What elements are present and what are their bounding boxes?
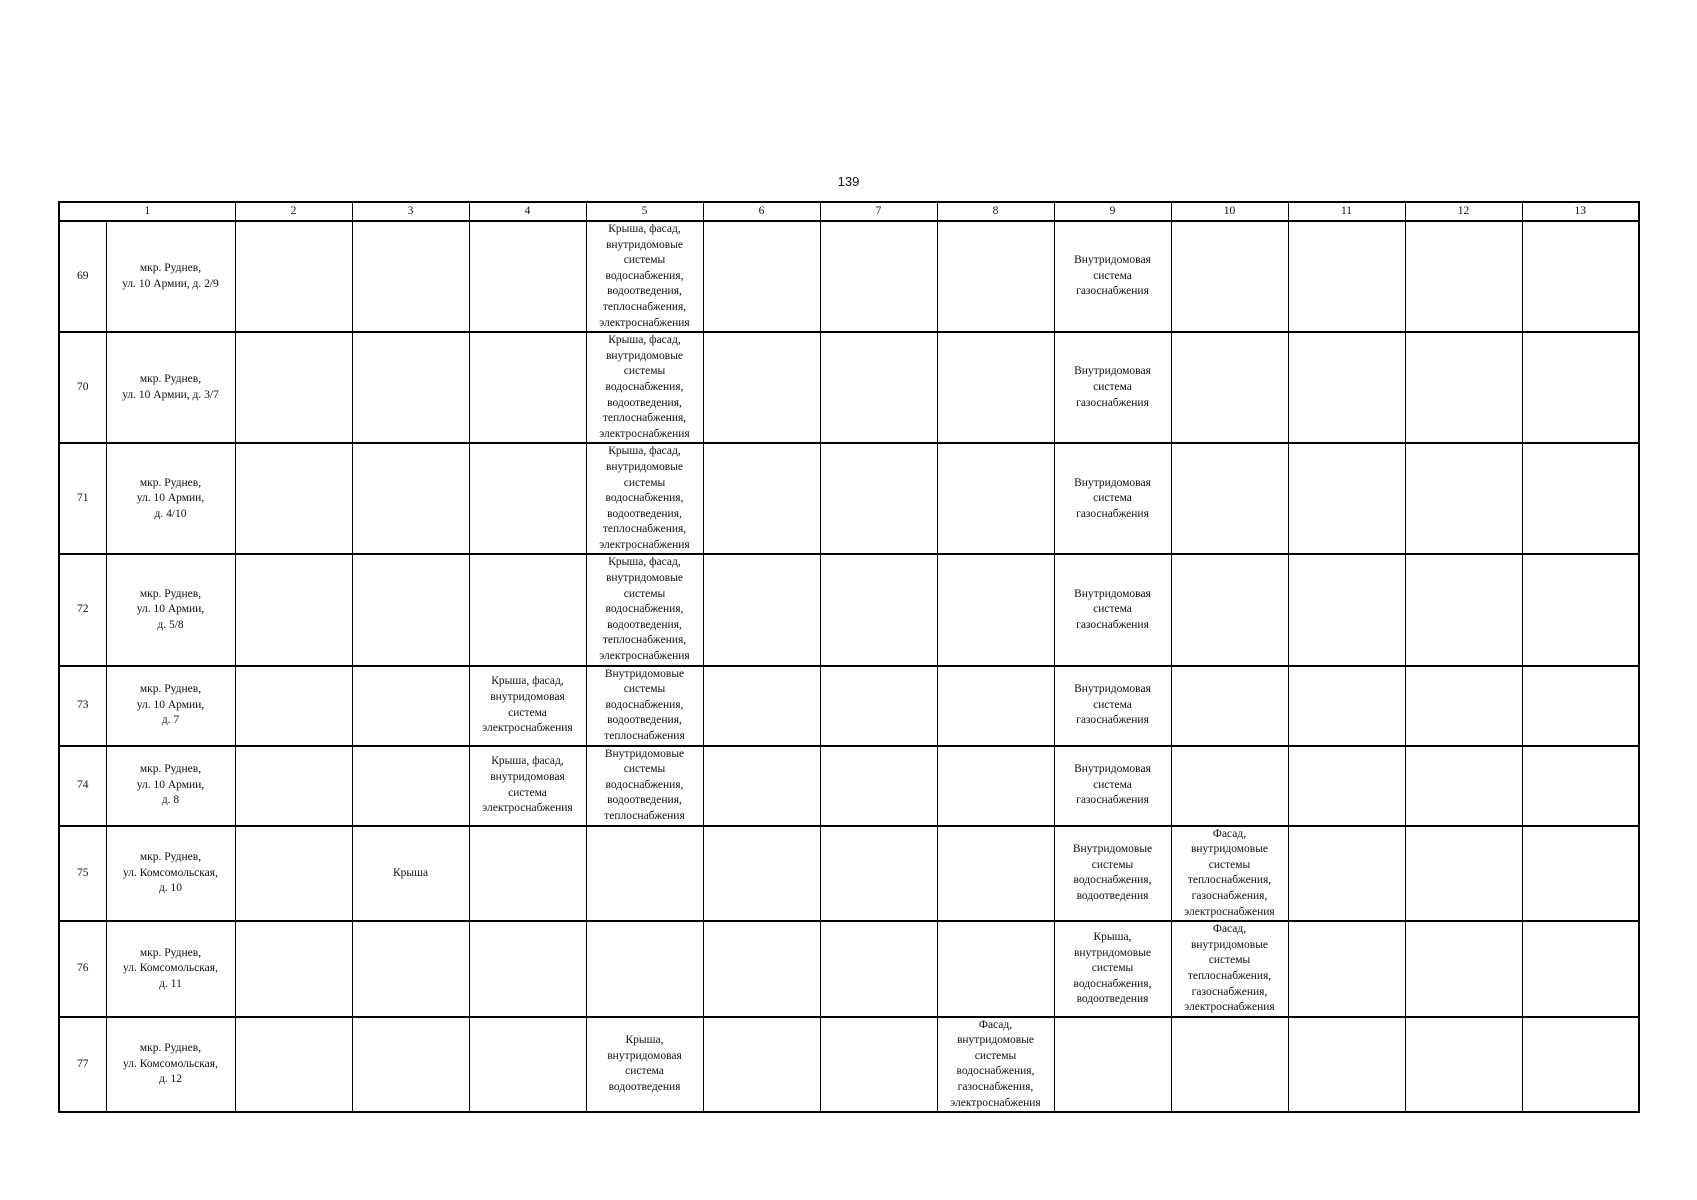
table-row	[59, 554, 1639, 665]
work-cell-c3	[352, 443, 469, 554]
work-cell-c8	[937, 826, 1054, 922]
work-cell-c9: Крыша, внутридомовые системы водоснабжения, водоотведения	[1054, 921, 1171, 1017]
column-header: 6	[703, 202, 820, 221]
work-cell-c9: Внутридомовая система газоснабжения	[1054, 221, 1171, 332]
work-cell-c12	[1405, 1017, 1522, 1113]
work-cell-c4: Крыша, фасад, внутридомовая система электроснабжения	[469, 746, 586, 826]
work-cell-c5	[586, 826, 703, 922]
work-cell-c8	[937, 443, 1054, 554]
work-cell-c13	[1522, 221, 1639, 332]
work-cell-c9: Внутридомовая система газоснабжения	[1054, 554, 1171, 665]
work-cell-c13	[1522, 332, 1639, 443]
work-cell-c5: Крыша, фасад, внутридомовые системы водоснабжения, водоотведения, теплоснабжения, электроснабжения	[586, 221, 703, 332]
work-cell-c13	[1522, 443, 1639, 554]
work-cell-c4	[469, 1017, 586, 1113]
repair-schedule-table	[58, 201, 1640, 1113]
work-cell-c3: Крыша	[352, 826, 469, 922]
work-cell-c3	[352, 746, 469, 826]
work-cell-c12	[1405, 666, 1522, 746]
work-cell-c8	[937, 554, 1054, 665]
work-cell-c6	[703, 746, 820, 826]
work-cell-c7	[820, 921, 937, 1017]
work-cell-c4	[469, 554, 586, 665]
column-header: 1	[59, 202, 235, 221]
work-cell-c10	[1171, 666, 1288, 746]
table-row	[59, 826, 1639, 922]
work-cell-c13	[1522, 921, 1639, 1017]
work-cell-c6	[703, 826, 820, 922]
work-cell-c12	[1405, 443, 1522, 554]
table-row	[59, 332, 1639, 443]
table-row	[59, 666, 1639, 746]
row-number-cell: 69	[59, 221, 106, 332]
work-cell-c10	[1171, 746, 1288, 826]
work-cell-c2	[235, 443, 352, 554]
work-cell-c2	[235, 332, 352, 443]
work-cell-c10	[1171, 332, 1288, 443]
work-cell-c10: Фасад, внутридомовые системы теплоснабжения, газоснабжения, электроснабжения	[1171, 921, 1288, 1017]
address-cell: мкр. Руднев, ул. 10 Армии, д. 4/10	[106, 443, 235, 554]
work-cell-c8	[937, 221, 1054, 332]
work-cell-c12	[1405, 221, 1522, 332]
work-cell-c7	[820, 746, 937, 826]
address-cell: мкр. Руднев, ул. 10 Армии, д. 7	[106, 666, 235, 746]
work-cell-c9: Внутридомовая система газоснабжения	[1054, 746, 1171, 826]
work-cell-c6	[703, 554, 820, 665]
work-cell-c7	[820, 666, 937, 746]
work-cell-c12	[1405, 332, 1522, 443]
work-cell-c6	[703, 443, 820, 554]
work-cell-c3	[352, 666, 469, 746]
address-cell: мкр. Руднев, ул. 10 Армии, д. 8	[106, 746, 235, 826]
work-cell-c6	[703, 332, 820, 443]
address-cell: мкр. Руднев, ул. Комсомольская, д. 10	[106, 826, 235, 922]
row-number-cell: 70	[59, 332, 106, 443]
work-cell-c4	[469, 921, 586, 1017]
work-cell-c4	[469, 443, 586, 554]
work-cell-c13	[1522, 554, 1639, 665]
work-cell-c5: Крыша, фасад, внутридомовые системы водоснабжения, водоотведения, теплоснабжения, электроснабжения	[586, 443, 703, 554]
table-row	[59, 746, 1639, 826]
row-number-cell: 71	[59, 443, 106, 554]
work-cell-c10	[1171, 221, 1288, 332]
column-header: 2	[235, 202, 352, 221]
table-row	[59, 1017, 1639, 1113]
work-cell-c2	[235, 1017, 352, 1113]
work-cell-c13	[1522, 746, 1639, 826]
address-cell: мкр. Руднев, ул. 10 Армии, д. 3/7	[106, 332, 235, 443]
work-cell-c3	[352, 921, 469, 1017]
work-cell-c5: Внутридомовые системы водоснабжения, водоотведения, теплоснабжения	[586, 746, 703, 826]
work-cell-c11	[1288, 746, 1405, 826]
work-cell-c5	[586, 921, 703, 1017]
work-cell-c9: Внутридомовая система газоснабжения	[1054, 443, 1171, 554]
table-row	[59, 221, 1639, 332]
work-cell-c6	[703, 1017, 820, 1113]
work-cell-c2	[235, 666, 352, 746]
column-header: 10	[1171, 202, 1288, 221]
work-cell-c11	[1288, 554, 1405, 665]
table-row	[59, 443, 1639, 554]
row-number-cell: 73	[59, 666, 106, 746]
page-number: 139	[837, 174, 860, 189]
work-cell-c7	[820, 221, 937, 332]
work-cell-c2	[235, 826, 352, 922]
work-cell-c9: Внутридомовая система газоснабжения	[1054, 666, 1171, 746]
column-header: 11	[1288, 202, 1405, 221]
work-cell-c3	[352, 1017, 469, 1113]
address-cell: мкр. Руднев, ул. Комсомольская, д. 12	[106, 1017, 235, 1113]
work-cell-c10: Фасад, внутридомовые системы теплоснабжения, газоснабжения, электроснабжения	[1171, 826, 1288, 922]
work-cell-c3	[352, 221, 469, 332]
work-cell-c7	[820, 1017, 937, 1113]
address-cell: мкр. Руднев, ул. Комсомольская, д. 11	[106, 921, 235, 1017]
work-cell-c4: Крыша, фасад, внутридомовая система электроснабжения	[469, 666, 586, 746]
work-cell-c8	[937, 332, 1054, 443]
work-cell-c9: Внутридомовые системы водоснабжения, водоотведения	[1054, 826, 1171, 922]
column-header: 9	[1054, 202, 1171, 221]
work-cell-c11	[1288, 221, 1405, 332]
row-number-cell: 74	[59, 746, 106, 826]
work-cell-c13	[1522, 666, 1639, 746]
work-cell-c4	[469, 826, 586, 922]
work-cell-c3	[352, 332, 469, 443]
work-cell-c5: Внутридомовые системы водоснабжения, водоотведения, теплоснабжения	[586, 666, 703, 746]
column-header: 13	[1522, 202, 1639, 221]
work-cell-c12	[1405, 746, 1522, 826]
work-cell-c5: Крыша, фасад, внутридомовые системы водоснабжения, водоотведения, теплоснабжения, электроснабжения	[586, 332, 703, 443]
work-cell-c8	[937, 746, 1054, 826]
column-header: 5	[586, 202, 703, 221]
work-cell-c11	[1288, 1017, 1405, 1113]
row-number-cell: 75	[59, 826, 106, 922]
work-cell-c12	[1405, 554, 1522, 665]
work-cell-c7	[820, 332, 937, 443]
work-cell-c6	[703, 221, 820, 332]
work-cell-c13	[1522, 826, 1639, 922]
work-cell-c12	[1405, 921, 1522, 1017]
work-cell-c2	[235, 554, 352, 665]
column-header: 7	[820, 202, 937, 221]
work-cell-c4	[469, 332, 586, 443]
work-cell-c11	[1288, 666, 1405, 746]
column-header: 12	[1405, 202, 1522, 221]
work-cell-c7	[820, 826, 937, 922]
work-cell-c7	[820, 443, 937, 554]
column-number-row	[59, 202, 1639, 221]
work-cell-c5: Крыша, внутридомовая система водоотведения	[586, 1017, 703, 1113]
work-cell-c6	[703, 666, 820, 746]
work-cell-c10	[1171, 443, 1288, 554]
column-header: 8	[937, 202, 1054, 221]
work-cell-c7	[820, 554, 937, 665]
address-cell: мкр. Руднев, ул. 10 Армии, д. 2/9	[106, 221, 235, 332]
work-cell-c5: Крыша, фасад, внутридомовые системы водоснабжения, водоотведения, теплоснабжения, электроснабжения	[586, 554, 703, 665]
work-cell-c2	[235, 746, 352, 826]
work-cell-c8	[937, 666, 1054, 746]
work-cell-c8	[937, 921, 1054, 1017]
row-number-cell: 72	[59, 554, 106, 665]
address-cell: мкр. Руднев, ул. 10 Армии, д. 5/8	[106, 554, 235, 665]
column-header: 3	[352, 202, 469, 221]
row-number-cell: 77	[59, 1017, 106, 1113]
work-cell-c2	[235, 221, 352, 332]
work-cell-c11	[1288, 826, 1405, 922]
column-header: 4	[469, 202, 586, 221]
work-cell-c11	[1288, 332, 1405, 443]
work-cell-c2	[235, 921, 352, 1017]
row-number-cell: 76	[59, 921, 106, 1017]
table-row	[59, 921, 1639, 1017]
work-cell-c10	[1171, 554, 1288, 665]
work-cell-c3	[352, 554, 469, 665]
work-cell-c4	[469, 221, 586, 332]
work-cell-c6	[703, 921, 820, 1017]
work-cell-c10	[1171, 1017, 1288, 1113]
work-cell-c12	[1405, 826, 1522, 922]
work-cell-c9	[1054, 1017, 1171, 1113]
work-cell-c11	[1288, 921, 1405, 1017]
work-cell-c9: Внутридомовая система газоснабжения	[1054, 332, 1171, 443]
work-cell-c8: Фасад, внутридомовые системы водоснабжения, газоснабжения, электроснабжения	[937, 1017, 1054, 1113]
work-cell-c13	[1522, 1017, 1639, 1113]
work-cell-c11	[1288, 443, 1405, 554]
